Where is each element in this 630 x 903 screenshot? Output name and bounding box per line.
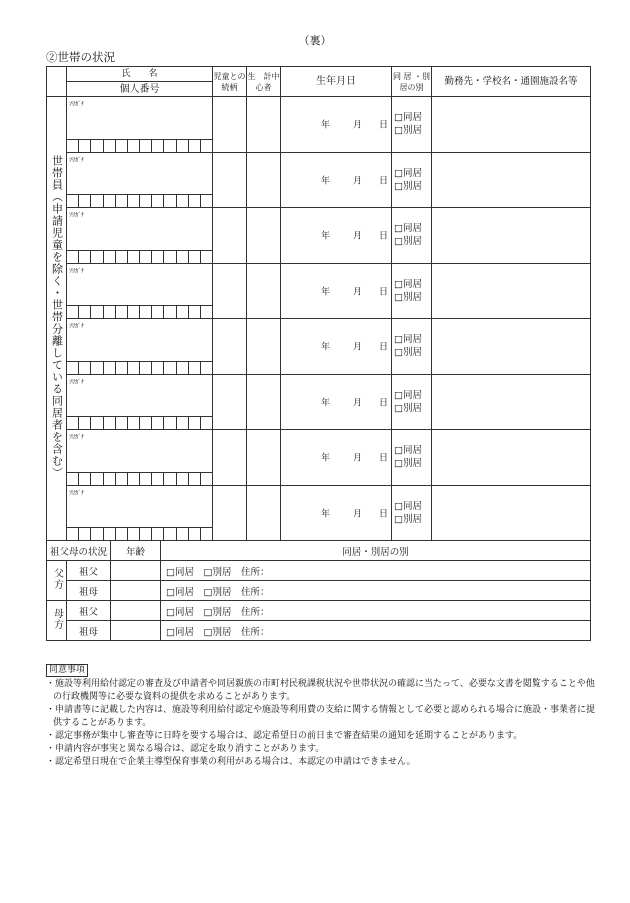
cohabit-checkbox[interactable]: □同居 bbox=[394, 223, 422, 235]
header-relation: 児童との続柄 bbox=[213, 67, 247, 97]
day-label: 日 bbox=[378, 231, 388, 242]
month-label: 月 bbox=[353, 176, 363, 187]
gp-age-field[interactable] bbox=[111, 561, 161, 581]
mynumber-boxes[interactable] bbox=[67, 472, 212, 485]
member-row bbox=[47, 263, 591, 319]
header-workplace: 勤務先・学校名・通園施設名等 bbox=[432, 67, 591, 97]
year-label: 年 bbox=[321, 509, 331, 520]
name-field[interactable] bbox=[67, 263, 213, 319]
separate-checkbox[interactable]: □別居 bbox=[394, 236, 422, 248]
breadwinner-field[interactable] bbox=[247, 97, 281, 153]
year-label: 年 bbox=[321, 176, 331, 187]
birthdate-field[interactable] bbox=[281, 263, 392, 319]
name-field[interactable] bbox=[67, 485, 213, 541]
breadwinner-field[interactable] bbox=[247, 208, 281, 264]
birthdate-field[interactable] bbox=[281, 430, 392, 486]
breadwinner-field[interactable] bbox=[247, 319, 281, 375]
gp-age-field[interactable] bbox=[111, 581, 161, 601]
header-mynumber: 個人番号 bbox=[67, 82, 213, 97]
gp-cohabit-field[interactable]: □同居 □別居 住所： bbox=[161, 561, 591, 581]
cohabit-checkbox[interactable]: □同居 bbox=[394, 278, 422, 290]
name-field[interactable] bbox=[67, 374, 213, 430]
member-row bbox=[47, 152, 591, 208]
furigana-label: ﾌﾘｶﾞﾅ bbox=[69, 489, 85, 497]
relation-field[interactable] bbox=[213, 319, 247, 375]
birthdate-field[interactable] bbox=[281, 97, 392, 153]
cohabit-field[interactable] bbox=[392, 263, 432, 319]
separate-checkbox[interactable]: □別居 bbox=[394, 513, 422, 525]
birthdate-field[interactable] bbox=[281, 374, 392, 430]
agreement-item: ・認定希望日現在で企業主導型保育事業の利用がある場合は、本認定の申請はできません。 bbox=[46, 757, 416, 767]
relation-field[interactable] bbox=[213, 152, 247, 208]
furigana-label: ﾌﾘｶﾞﾅ bbox=[69, 212, 85, 219]
gp-paternal-grandfather: 祖父 bbox=[67, 561, 111, 581]
header-birthdate: 生年月日 bbox=[281, 67, 392, 97]
workplace-field[interactable] bbox=[432, 485, 591, 541]
mynumber-boxes[interactable] bbox=[67, 194, 212, 207]
relation-field[interactable] bbox=[213, 485, 247, 541]
year-label: 年 bbox=[321, 398, 331, 409]
name-field[interactable] bbox=[67, 430, 213, 486]
sidebar-label: 世帯員（申請児童を除く・世帯分離している同居者を含む） bbox=[47, 97, 67, 541]
birthdate-field[interactable] bbox=[281, 152, 392, 208]
relation-field[interactable] bbox=[213, 208, 247, 264]
gp-cohabit-field[interactable]: □同居 □別居 住所： bbox=[161, 581, 591, 601]
gp-age-field[interactable] bbox=[111, 621, 161, 641]
day-label: 日 bbox=[378, 453, 388, 464]
year-label: 年 bbox=[321, 342, 331, 353]
member-row bbox=[47, 485, 591, 541]
member-row bbox=[47, 319, 591, 375]
mynumber-boxes[interactable] bbox=[67, 305, 212, 318]
header-cohabit: 同 居 ・別居の別 bbox=[392, 67, 432, 97]
day-label: 日 bbox=[378, 176, 388, 187]
day-label: 日 bbox=[378, 342, 388, 353]
cohabit-checkbox[interactable]: □同居 bbox=[394, 167, 422, 179]
birthdate-field[interactable] bbox=[281, 485, 392, 541]
furigana-label: ﾌﾘｶﾞﾅ bbox=[69, 156, 85, 164]
gp-header-cohabit: 同居・別居の別 bbox=[161, 541, 591, 561]
cohabit-checkbox[interactable]: □同居 bbox=[394, 334, 422, 346]
name-field[interactable] bbox=[67, 208, 213, 264]
workplace-field[interactable] bbox=[432, 97, 591, 153]
cohabit-field[interactable] bbox=[392, 319, 432, 375]
cohabit-checkbox[interactable]: □同居 bbox=[394, 389, 422, 401]
workplace-field[interactable] bbox=[432, 152, 591, 208]
furigana-label: ﾌﾘｶﾞﾅ bbox=[69, 378, 85, 386]
breadwinner-field[interactable] bbox=[247, 485, 281, 541]
gp-maternal-grandfather: 祖父 bbox=[67, 601, 111, 621]
member-row bbox=[47, 374, 591, 430]
workplace-field[interactable] bbox=[432, 263, 591, 319]
mynumber-boxes[interactable] bbox=[67, 416, 212, 429]
year-label: 年 bbox=[321, 120, 331, 131]
agreement-item: ・認定事務が集中し審査等に日時を要する場合は、認定希望日の前日まで審査結果の通知を延期することがあります。 bbox=[46, 731, 523, 741]
mynumber-boxes[interactable] bbox=[67, 250, 212, 263]
member-row bbox=[47, 97, 591, 153]
gp-paternal-label: 父方 bbox=[47, 561, 67, 601]
breadwinner-field[interactable] bbox=[247, 374, 281, 430]
year-label: 年 bbox=[321, 287, 331, 298]
year-label: 年 bbox=[321, 453, 331, 464]
separate-checkbox[interactable]: □別居 bbox=[394, 402, 422, 414]
month-label: 月 bbox=[353, 120, 363, 131]
month-label: 月 bbox=[353, 231, 363, 242]
header-breadwinner: 生 計中心者 bbox=[247, 67, 281, 97]
gp-header-status: 祖父母の状況 bbox=[47, 541, 111, 561]
month-label: 月 bbox=[353, 509, 363, 520]
grandparents-table bbox=[46, 540, 591, 641]
cohabit-field[interactable] bbox=[392, 152, 432, 208]
month-label: 月 bbox=[353, 453, 363, 464]
birthdate-field[interactable] bbox=[281, 208, 392, 264]
page-header: （裏） bbox=[298, 34, 332, 47]
name-field[interactable] bbox=[67, 319, 213, 375]
mynumber-boxes[interactable] bbox=[67, 527, 212, 540]
header-name: 氏 名 bbox=[67, 67, 213, 82]
mynumber-boxes[interactable] bbox=[67, 361, 212, 374]
furigana-label: ﾌﾘｶﾞﾅ bbox=[69, 323, 85, 330]
relation-field[interactable] bbox=[213, 263, 247, 319]
month-label: 月 bbox=[353, 398, 363, 409]
mynumber-boxes[interactable] bbox=[67, 139, 212, 152]
agreement-item: ・申請書等に記載した内容は、施設等利用給付認定や施設等利用費の支給に関する情報として必要と認められる場合に施設・事業者に提供することがあります。 bbox=[46, 705, 596, 728]
breadwinner-field[interactable] bbox=[247, 430, 281, 486]
cohabit-field[interactable] bbox=[392, 208, 432, 264]
gp-header-age: 年齢 bbox=[111, 541, 161, 561]
agreement-title: 同意事項 bbox=[46, 664, 88, 677]
birthdate-field[interactable] bbox=[281, 319, 392, 375]
separate-checkbox[interactable]: □別居 bbox=[394, 347, 422, 359]
gp-cohabit-field[interactable]: □同居 □別居 住所： bbox=[161, 621, 591, 641]
year-label: 年 bbox=[321, 231, 331, 242]
furigana-label: ﾌﾘｶﾞﾅ bbox=[69, 101, 85, 108]
furigana-label: ﾌﾘｶﾞﾅ bbox=[69, 267, 85, 275]
gp-maternal-grandmother: 祖母 bbox=[67, 621, 111, 641]
separate-checkbox[interactable]: □別居 bbox=[394, 291, 422, 303]
section-title: ②世帯の状況 bbox=[46, 50, 115, 64]
gp-maternal-label: 母方 bbox=[47, 601, 67, 641]
cohabit-field[interactable] bbox=[392, 97, 432, 153]
separate-checkbox[interactable]: □別居 bbox=[394, 180, 422, 192]
workplace-field[interactable] bbox=[432, 374, 591, 430]
cohabit-checkbox[interactable]: □同居 bbox=[394, 500, 422, 512]
cohabit-checkbox[interactable]: □同居 bbox=[394, 445, 422, 457]
day-label: 日 bbox=[378, 509, 388, 520]
workplace-field[interactable] bbox=[432, 430, 591, 486]
agreement-item: ・申請内容が事実と異なる場合は、認定を取り消すことがあります。 bbox=[46, 744, 325, 754]
furigana-label: ﾌﾘｶﾞﾅ bbox=[69, 434, 85, 441]
separate-checkbox[interactable]: □別居 bbox=[394, 458, 422, 470]
month-label: 月 bbox=[353, 342, 363, 353]
household-table bbox=[46, 66, 591, 541]
gp-cohabit-field[interactable]: □同居 □別居 住所： bbox=[161, 601, 591, 621]
day-label: 日 bbox=[378, 398, 388, 409]
agreement-section bbox=[46, 664, 596, 769]
name-field[interactable] bbox=[67, 97, 213, 153]
relation-field[interactable] bbox=[213, 97, 247, 153]
cohabit-field[interactable] bbox=[392, 430, 432, 486]
breadwinner-field[interactable] bbox=[247, 263, 281, 319]
relation-field[interactable] bbox=[213, 430, 247, 486]
day-label: 日 bbox=[378, 287, 388, 298]
month-label: 月 bbox=[353, 287, 363, 298]
relation-field[interactable] bbox=[213, 374, 247, 430]
cohabit-field[interactable] bbox=[392, 374, 432, 430]
workplace-field[interactable] bbox=[432, 208, 591, 264]
gp-paternal-grandmother: 祖母 bbox=[67, 581, 111, 601]
cohabit-field[interactable] bbox=[392, 485, 432, 541]
agreement-item: ・施設等利用給付認定の審査及び申請者や同居親族の市町村民税課税状況や世帯状況の確認に当たって、必要な文書を閲覧することや他の行政機関等に必要な資料の提供を求めることがあります。 bbox=[46, 679, 595, 702]
member-row bbox=[47, 430, 591, 486]
cohabit-checkbox[interactable]: □同居 bbox=[394, 112, 422, 124]
day-label: 日 bbox=[378, 120, 388, 131]
separate-checkbox[interactable]: □別居 bbox=[394, 125, 422, 137]
workplace-field[interactable] bbox=[432, 319, 591, 375]
member-row bbox=[47, 208, 591, 264]
breadwinner-field[interactable] bbox=[247, 152, 281, 208]
name-field[interactable] bbox=[67, 152, 213, 208]
gp-age-field[interactable] bbox=[111, 601, 161, 621]
